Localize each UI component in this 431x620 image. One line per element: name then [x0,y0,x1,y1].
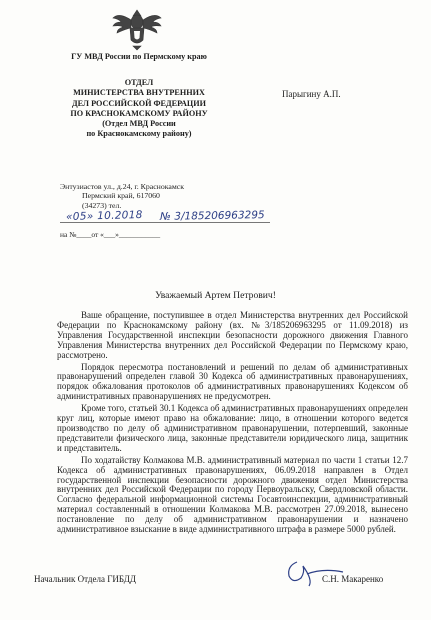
dept-line: (Отдел МВД России [102,119,176,129]
address-line: Пермский край, 617060 [82,191,160,201]
address-block [60,182,184,210]
body-paragraph: По ходатайству Колмакова М.В. административный материал по части 1 статьи 12.7 Кодекса об административных правонарушениях, 06.09.2018 направлен в Отдел государственной инспекции безопасности дорожного движения отдел Министерства внутренних дел Российской Федерации по городу Первоуральску, Свердловской области. Согласно федеральной информационной системы Госавтоинспекции, административный материал составленный в отношении Колмакова М.В. рассмотрен 27.09.2018, вынесено постановление по делу об административном правонарушении и назначено административное взыскание в виде административного штрафа в размере 5000 рублей. [57,454,408,535]
address-line: (34273) тел. [82,200,122,210]
mvd-emblem-icon [111,6,163,52]
reply-to-line: на №____от «___»___________ [60,230,161,239]
body-paragraph: Порядок пересмотра постановлений и решений по делам об административных правонарушений определен главой 30 Кодекса об административных правонарушениях, порядок обжалования протоколов об административных правонарушениях Кодексом об административных правонарушениях не предусмотрен. [57,361,408,402]
letter-body [57,311,408,537]
salutation: Уважаемый Артем Петрович! [155,290,276,301]
signatory-title: Начальник Отдела ГИБДД [34,574,137,584]
handwritten-date: «05» 10.2018 [65,208,143,224]
dept-line: ОТДЕЛ [124,78,154,88]
handwritten-number: № 3/185206963295 [159,209,265,223]
dept-line: ПО КРАСНОКАМСКОМУ РАЙОНУ [70,108,208,118]
letterhead [44,52,234,139]
address-line: Энтузиастов ул., д.24, г. Краснокамск [60,182,185,191]
body-paragraph: Кроме того, статьей 30.1 Кодекса об административных правонарушениях определен круг лиц, которые имеют право на обжалование: лицо, в отношении которого ведется производство по делу об административном правонарушении, потерпевший, законные представители физического лица, законные представители юридического лица, защитник и представитель. [57,403,408,453]
recipient: Парыгину А.П. [282,89,341,99]
dept-line: ДЕЛ РОССИЙСКОЙ ФЕДЕРАЦИИ [71,98,207,108]
dept-line: МИНИСТЕРСТВА ВНУТРЕННИХ [73,88,205,98]
signatory-name: С.Н. Макаренко [322,574,384,584]
registration-line [60,210,270,224]
body-paragraph: Ваше обращение, поступившее в отдел Министерства внутренних дел Российской Федерации по Краснокамскому району (вх. №3/185206963295 от 11.09.2018) из Управления Государственной инспекции безопасности дорожного движения Главного Управления Министерства внутренних дел Российской Федерации по Пермскому краю, рассмотрено. [57,310,408,360]
org-short-name: ГУ МВД России по Пермскому краю [71,52,207,61]
dept-line: по Краснокамскому району) [86,129,192,139]
handwritten-signature [283,554,347,590]
